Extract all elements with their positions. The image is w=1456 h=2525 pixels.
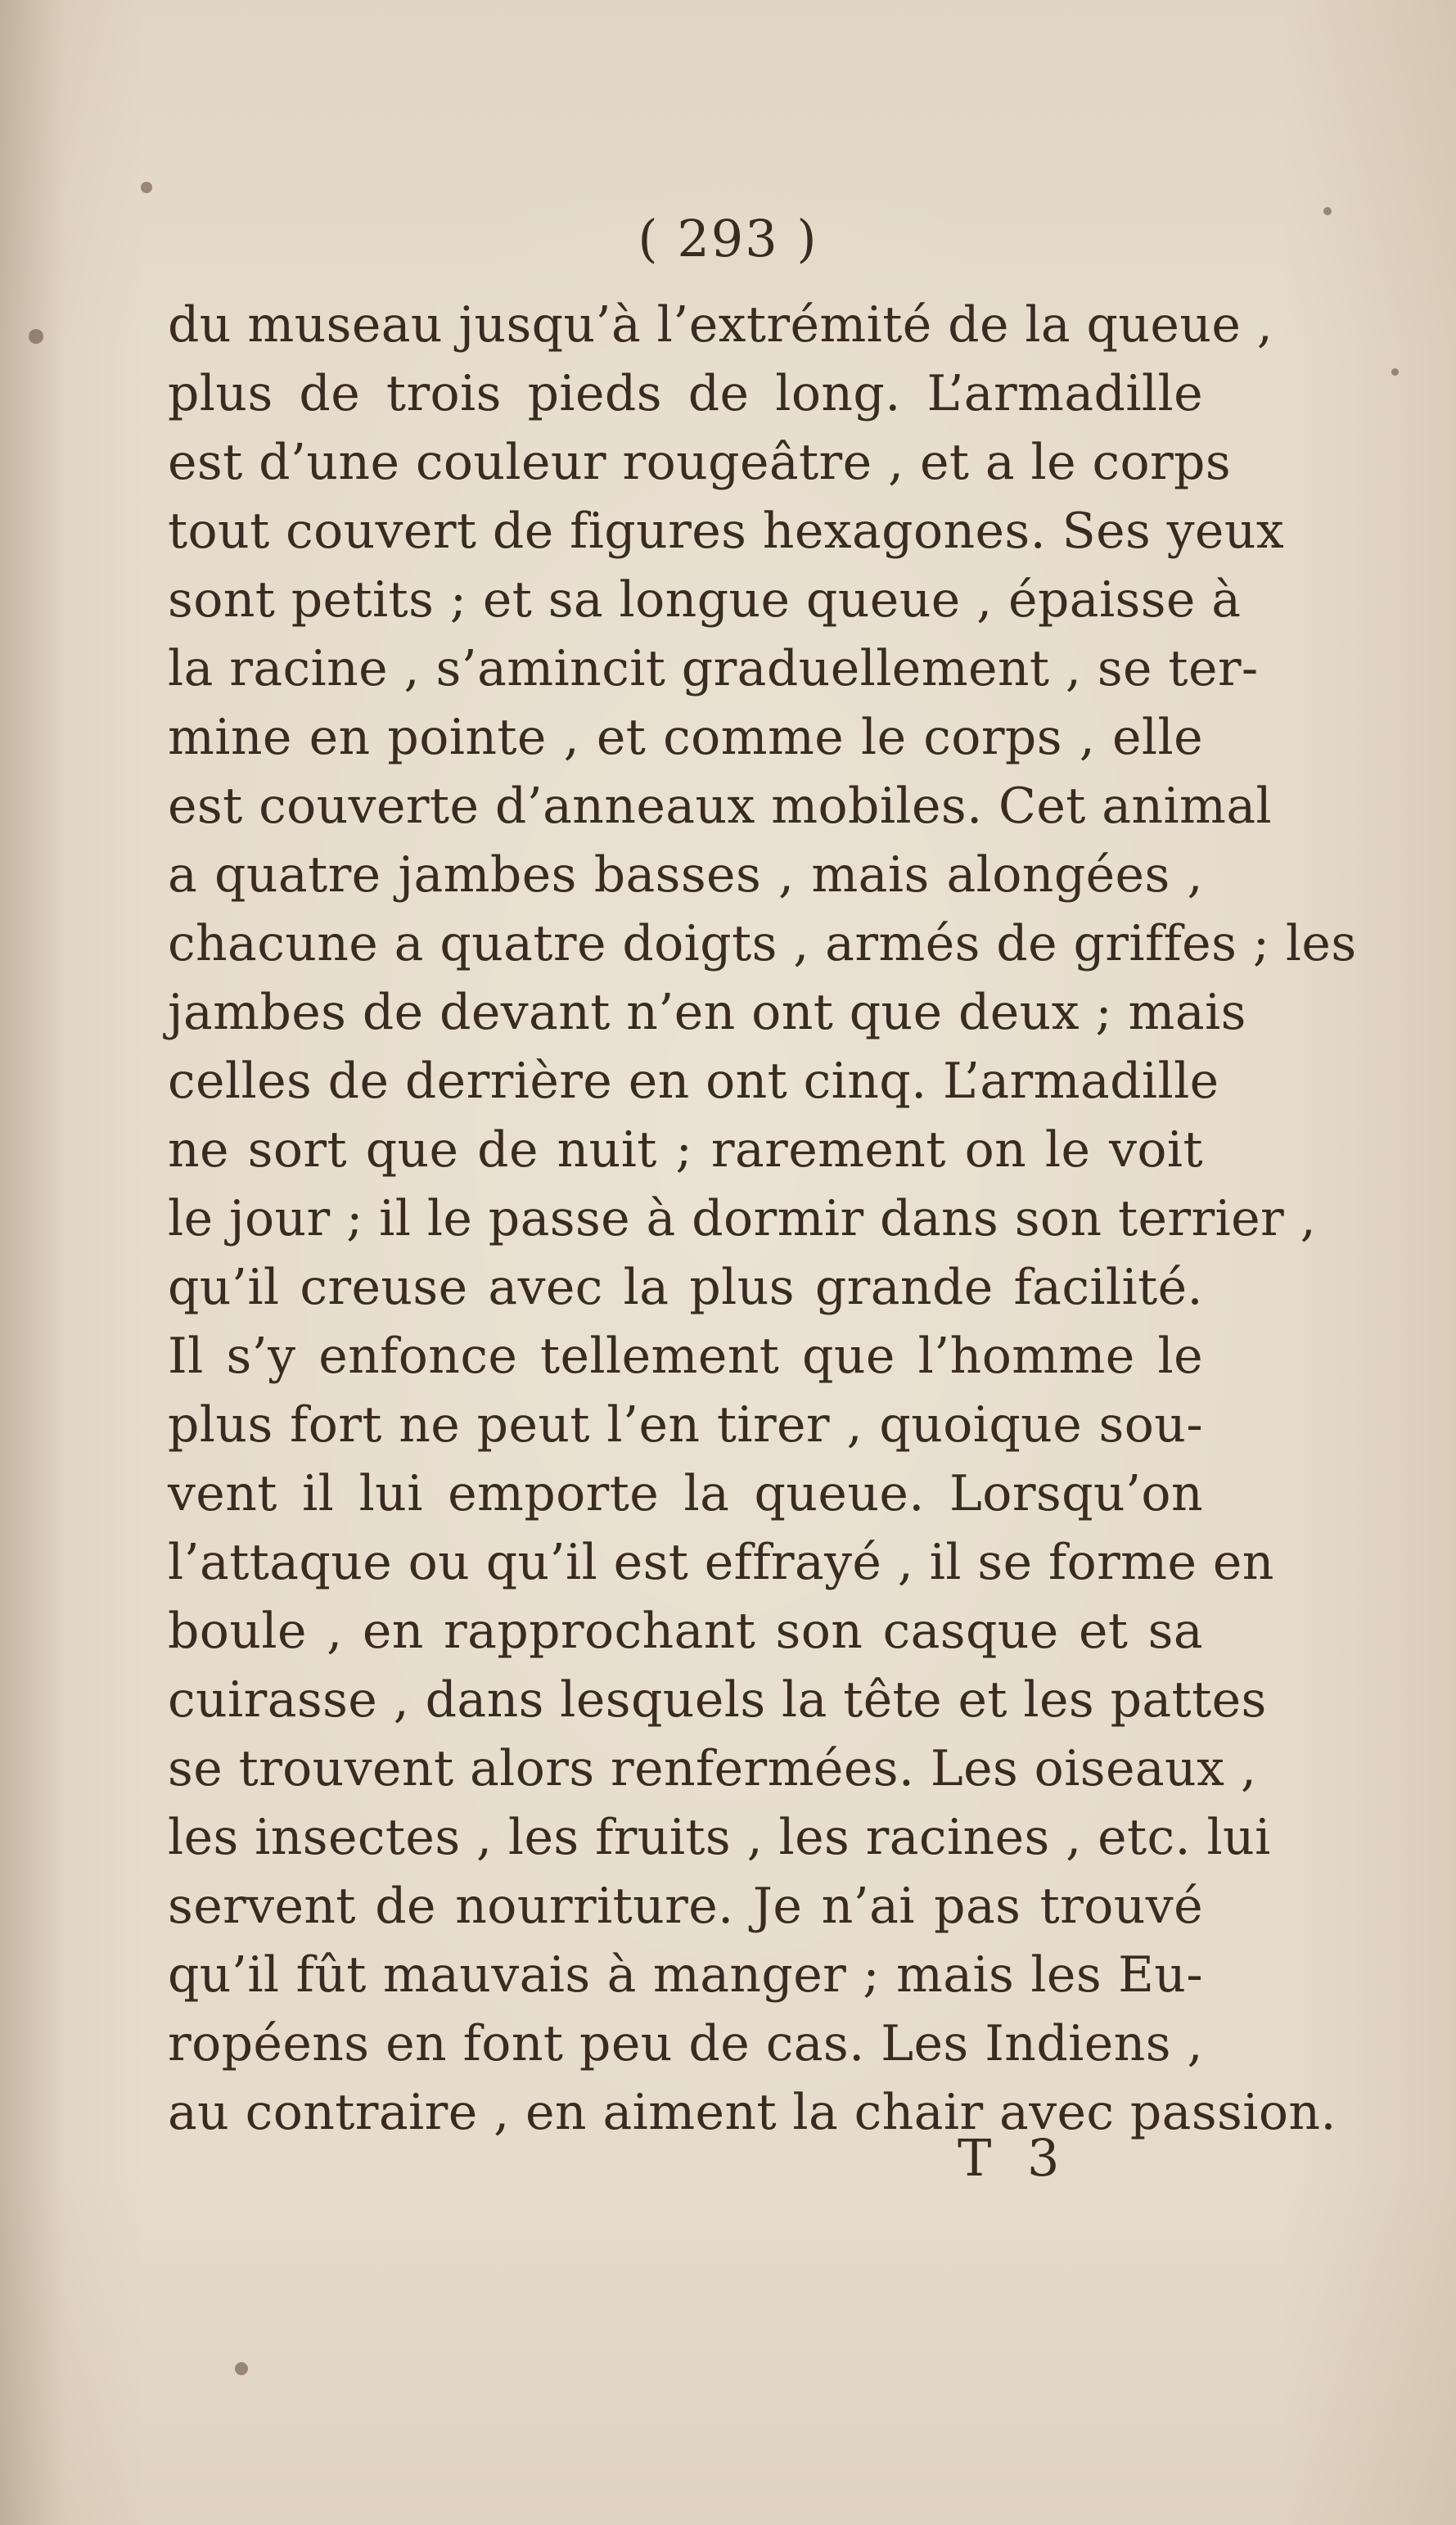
text-line: l’attaque ou qu’il est effrayé , il se forme en	[168, 1534, 1274, 1591]
paper-speck	[235, 2362, 248, 2375]
body-text	[168, 291, 1357, 2157]
text-line: boule , en rapprochant son casque et sa	[168, 1603, 1203, 1660]
signature-mark: T 3	[958, 2128, 1070, 2188]
text-line: plus fort ne peut l’en tirer , quoique sou-	[168, 1396, 1203, 1454]
text-line: sont petits ; et sa longue queue , épaisse à	[168, 571, 1242, 629]
text-line: jambes de devant n’en ont que deux ; mais	[168, 984, 1246, 1041]
text-line: ropéens en font peu de cas. Les Indiens ,	[168, 2015, 1203, 2072]
text-line: est couverte d’anneaux mobiles. Cet animal	[168, 778, 1273, 835]
text-line: Il s’y enfonce tellement que l’homme le	[168, 1328, 1203, 1385]
text-line: mine en pointe , et comme le corps , elle	[168, 709, 1203, 766]
text-line: au contraire , en aiment la chair avec passion.	[168, 2084, 1337, 2141]
text-line: chacune a quatre doigts , armés de griffes ; les	[168, 915, 1357, 972]
text-line: la racine , s’amincit graduellement , se ter-	[168, 640, 1259, 697]
text-line: qu’il fût mauvais à manger ; mais les Eu-	[168, 1946, 1203, 2004]
page-number: ( 293 )	[638, 209, 818, 268]
text-line: plus de trois pieds de long. L’armadille	[168, 365, 1203, 422]
page-edge-shadow	[0, 0, 65, 2525]
text-line: a quatre jambes basses , mais alongées ,	[168, 846, 1203, 904]
paper-speck	[29, 329, 43, 344]
text-line: celles de derrière en ont cinq. L’armadille	[168, 1053, 1219, 1110]
text-line: le jour ; il le passe à dormir dans son terrier ,	[168, 1190, 1317, 1247]
paper-speck	[141, 182, 152, 193]
text-line: cuirasse , dans lesquels la tête et les pattes	[168, 1671, 1267, 1729]
paper-speck	[1391, 368, 1399, 376]
text-line: les insectes , les fruits , les racines , etc. lui	[168, 1809, 1271, 1866]
text-line: qu’il creuse avec la plus grande facilité.	[168, 1259, 1203, 1316]
paper-speck	[1323, 207, 1332, 215]
text-line: du museau jusqu’à l’extrémité de la queue ,	[168, 296, 1273, 354]
text-line: est d’une couleur rougeâtre , et a le corps	[168, 434, 1232, 491]
text-line: tout couvert de figures hexagones. Ses yeux	[168, 503, 1285, 560]
text-line: ne sort que de nuit ; rarement on le voit	[168, 1121, 1203, 1179]
text-line: se trouvent alors renfermées. Les oiseaux ,	[168, 1740, 1257, 1797]
text-line: servent de nourriture. Je n’ai pas trouvé	[168, 1878, 1203, 1935]
text-line: vent il lui emporte la queue. Lorsqu’on	[168, 1465, 1203, 1522]
